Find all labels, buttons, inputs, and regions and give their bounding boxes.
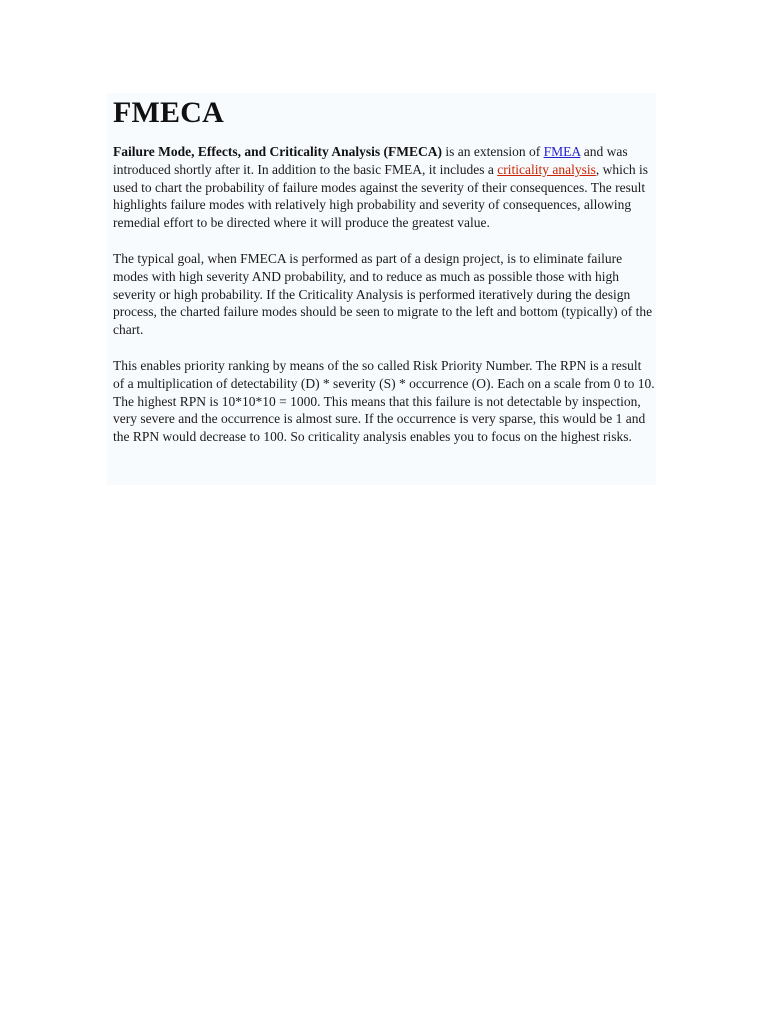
article-content (107, 93, 656, 485)
link-criticality-analysis[interactable]: criticality analysis (497, 161, 596, 177)
paragraph-rpn: This enables priority ranking by means of the so called Risk Priority Number. The RPN is a result of a multiplication of detectability (D) * severity (S) * occurrence (O). Each on a scale from 0 to 10. The highest RPN is 10*10*10 = 1000. This means that this failure is not detectable by inspection, very severe and the occurrence is almost sure. If the occurrence is very sparse, this would be 1 and the RPN would decrease to 100. So criticality analysis enables you to focus on the highest risks. (113, 357, 655, 445)
bold-term: Failure Mode, Effects, and Criticality Analysis (FMECA) (113, 144, 442, 159)
intro-text-a: is an extension of (441, 144, 544, 159)
intro-text-b: and was introduced shortly after it. In addition to the basic FMEA, it includes a (113, 144, 628, 177)
intro-text-c: , which is used to chart the probability of failure modes against the severity of their consequences. The result highlights failure modes with relatively high probability and severity of consequences, allowing remedial effort to be directed where it will produce the greatest value. (113, 161, 649, 231)
paragraph-intro (113, 143, 656, 232)
link-fmea[interactable]: FMEA (543, 144, 581, 159)
page-title: FMECA (113, 96, 224, 129)
paragraph-goal: The typical goal, when FMECA is performed as part of a design project, is to eliminate failure modes with high severity AND probability, and to reduce as much as possible those with high severity or high probability. If the Criticality Analysis is performed iteratively during the design process, the charted failure modes should be seen to migrate to the left and bottom (typically) of the chart. (113, 250, 653, 338)
